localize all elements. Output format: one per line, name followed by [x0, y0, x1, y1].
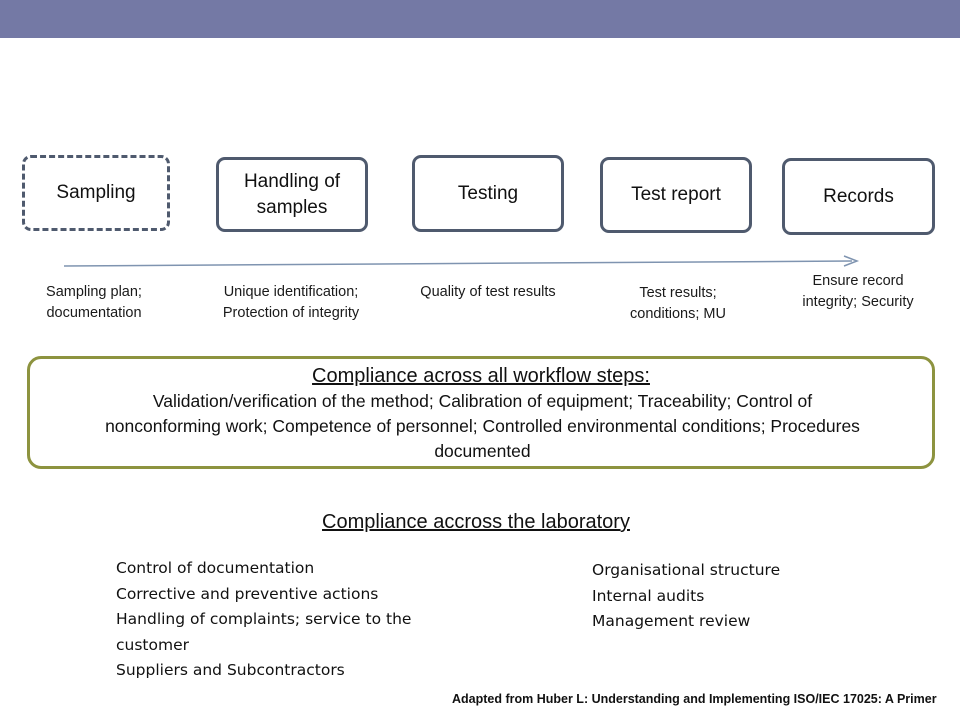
note-sampling: Sampling plan; documentation [46, 284, 142, 321]
step-test-report-label: Test report [631, 184, 721, 205]
list-item: Internal audits [592, 586, 705, 605]
note-records: Ensure record integrity; Security [802, 273, 914, 310]
list-item: Management review [592, 612, 751, 630]
compliance-lab-title: Compliance accross the laboratory [322, 511, 630, 533]
step-handling-label: Handling of samples [243, 170, 341, 218]
source-citation: Adapted from Huber L: Understanding and Implementing ISO/IEC 17025: A Primer [452, 692, 937, 706]
note-handling: Unique identification; Protection of integrity [222, 284, 360, 321]
lab-list-right [592, 558, 872, 635]
compliance-workflow-text: Validation/verification of the method; Calibration of equipment; Traceability; Control of nonconforming work; Competence of personnel; Controlled environmental conditions; Procedures documented [105, 391, 860, 461]
step-sampling-label: Sampling [56, 182, 136, 203]
list-item: Handling of complaints; service to the customer [116, 610, 412, 654]
list-item: Suppliers and Subcontractors [116, 661, 345, 679]
list-item: Control of documentation [116, 559, 315, 577]
step-testing-label: Testing [457, 182, 519, 204]
step-records-label: Records [823, 185, 894, 207]
list-item: Corrective and preventive actions [116, 584, 379, 603]
compliance-workflow-title: Compliance across all workflow steps: [312, 365, 650, 387]
note-testing: Quality of test results [420, 284, 556, 300]
list-item: Organisational structure [592, 561, 781, 579]
note-test-report: Test results; conditions; MU [630, 285, 726, 322]
lab-list-left [116, 556, 416, 684]
